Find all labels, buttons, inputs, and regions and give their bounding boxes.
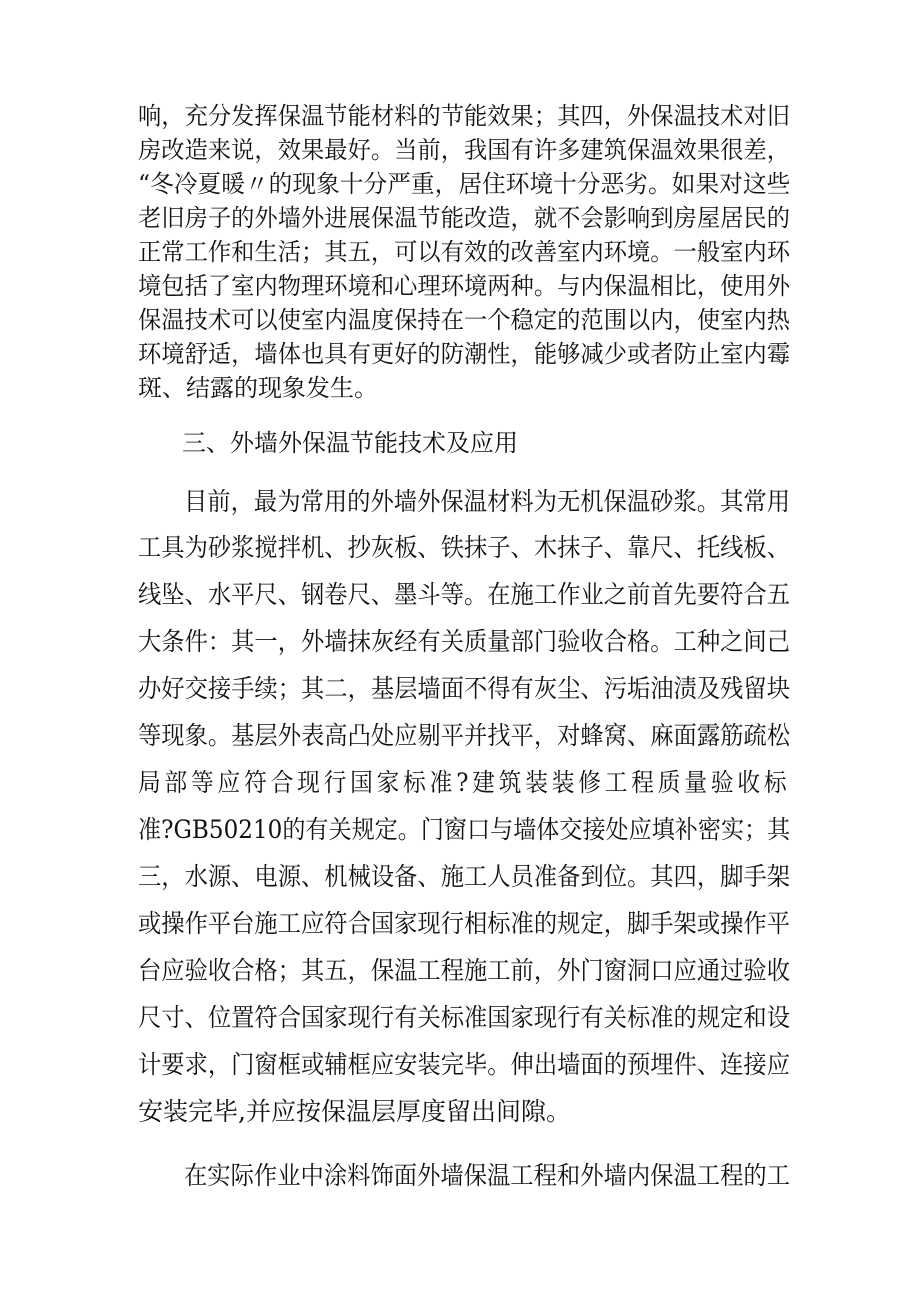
section-heading: 三、外墙外保温节能技术及应用	[182, 429, 518, 457]
paragraph-2-line-8: 准?GB50210的有关规定。门窗口与墙体交接处应填补密实；其	[138, 815, 791, 844]
paragraph-2-line-10: 或操作平台施工应符合国家现行相标准的规定，脚手架或操作平	[138, 909, 790, 938]
paragraph-2-line-5: 办好交接手续；其二，基层墙面不得有灰尘、污垢油渍及残留块	[138, 674, 790, 703]
paragraph-2-line-3: 线坠、水平尺、钢卷尺、墨斗等。在施工作业之前首先要符合五	[138, 580, 790, 609]
paragraph-2-line-9: 三，水源、电源、机械设备、施工人员准备到位。其四，脚手架	[138, 862, 790, 891]
paragraph-1-line-6: 境包括了室内物理环境和心理环境两种。与内保温相比，使用外	[138, 272, 790, 300]
paragraph-2-line-13: 计要求，门窗框或辅框应安装完毕。伸出墙面的预埋件、连接应	[138, 1050, 790, 1079]
paragraph-2-line-14: 安装完毕,并应按保温层厚度留出间隙。	[138, 1097, 571, 1126]
paragraph-2-line-11: 台应验收合格；其五，保温工程施工前，外门窗洞口应通过验收	[138, 956, 790, 985]
paragraph-2-line-1: 目前，最为常用的外墙外保温材料为无机保温砂浆。其常用	[184, 487, 791, 516]
paragraph-3-line-1: 在实际作业中涂料饰面外墙保温工程和外墙内保温工程的工	[184, 1161, 791, 1190]
paragraph-2-line-4: 大条件：其一，外墙抹灰经有关质量部门验收合格。工种之间己	[138, 627, 790, 656]
paragraph-1-line-7: 保温技术可以使室内温度保持在一个稳定的范围以内，使室内热	[138, 306, 790, 334]
paragraph-2-line-12: 尺寸、位置符合国家现行有关标准国家现行有关标准的规定和设	[138, 1003, 790, 1032]
paragraph-1-line-3: “冬冷夏暖〃的现象十分严重，居住环境十分恶劣。如果对这些	[138, 170, 791, 198]
paragraph-1-line-2: 房改造来说，效果最好。当前，我国有许多建筑保温效果很差，	[138, 136, 790, 164]
paragraph-1-line-5: 正常工作和生活；其五，可以有效的改善室内环境。一般室内环	[138, 238, 790, 266]
paragraph-1-line-8: 环境舒适，墙体也具有更好的防潮性，能够减少或者防止室内霉	[138, 340, 790, 368]
paragraph-2-line-2: 工具为砂浆搅拌机、抄灰板、铁抹子、木抹子、靠尺、托线板、	[138, 533, 790, 562]
paragraph-1-line-1: 响，充分发挥保温节能材料的节能效果；其四，外保温技术对旧	[138, 102, 790, 130]
paragraph-2-line-7: 局部等应符合现行国家标准?建筑装装修工程质量验收标	[138, 768, 791, 797]
paragraph-1-line-9: 斑、结露的现象发生。	[138, 374, 378, 402]
paragraph-2-line-6: 等现象。基层外表高凸处应剔平并找平，对蜂窝、麻面露筋疏松	[138, 721, 790, 750]
paragraph-1-line-4: 老旧房子的外墙外进展保温节能改造，就不会影响到房屋居民的	[138, 204, 790, 232]
